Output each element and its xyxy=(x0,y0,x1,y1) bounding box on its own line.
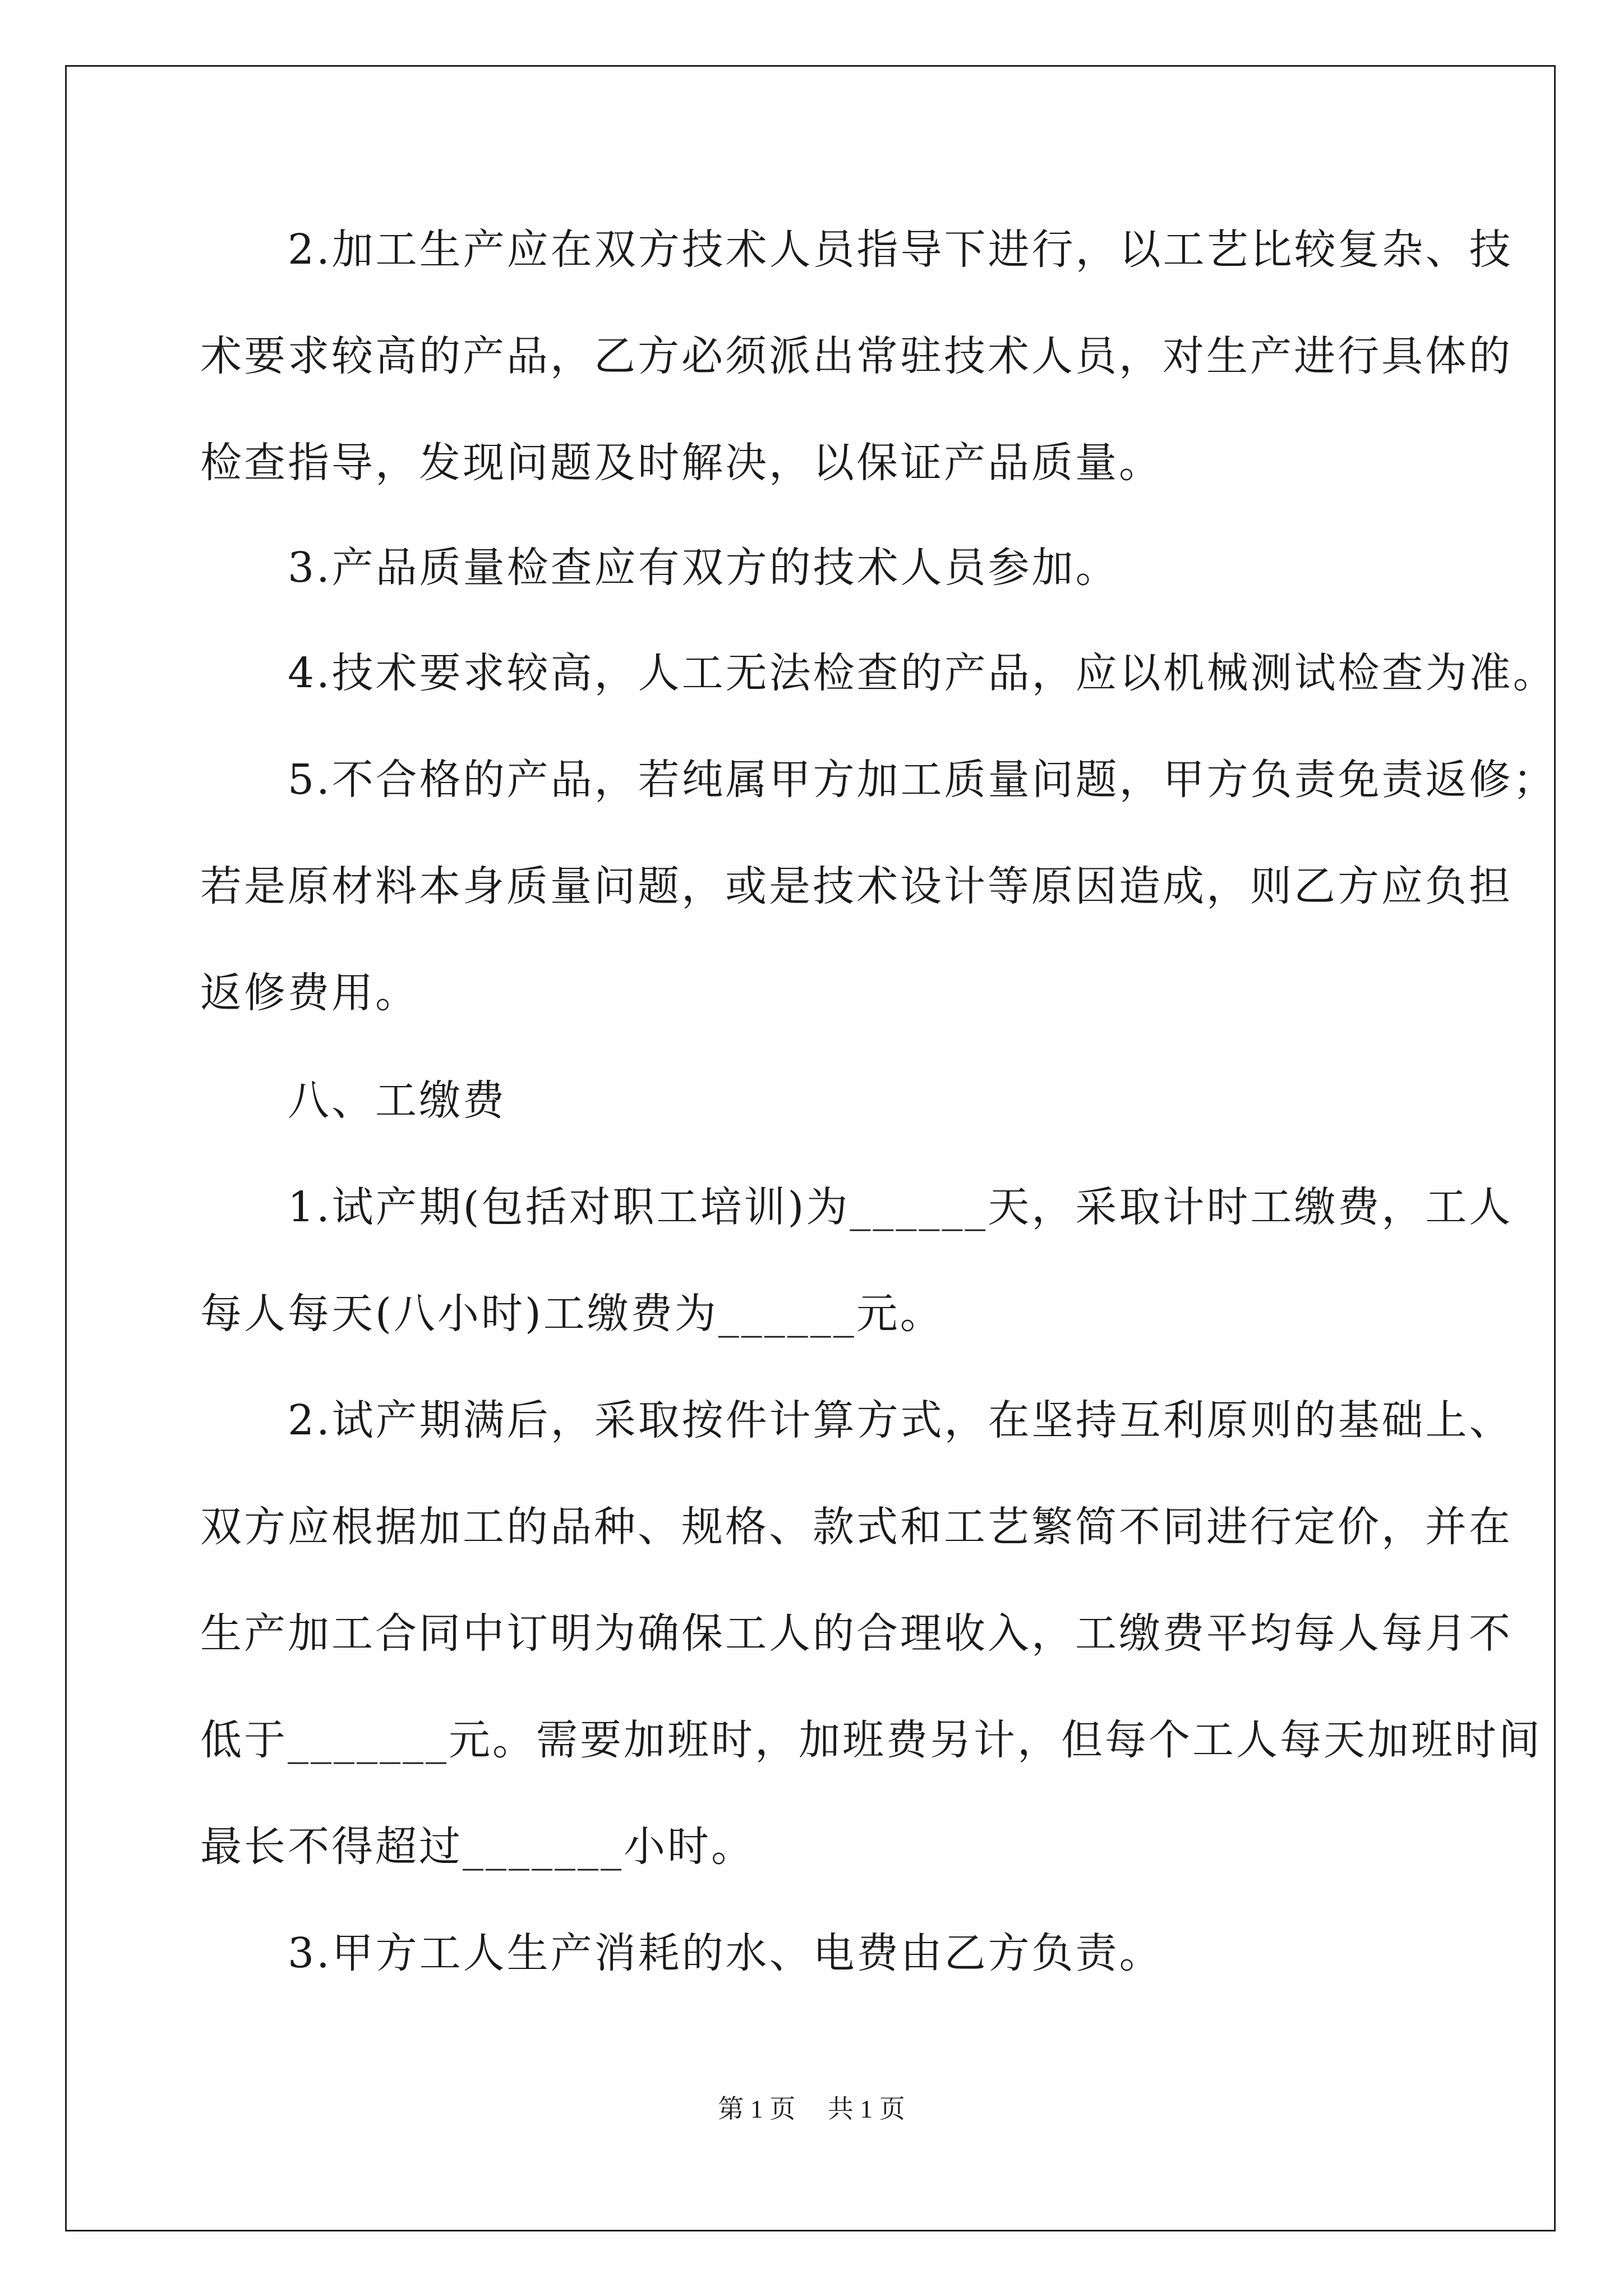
text-line: 2.试产期满后，采取按件计算方式，在坚持互利原则的基础上、 xyxy=(200,1396,1513,1444)
text-line: 双方应根据加工的品种、规格、款式和工艺繁简不同进行定价，并在 xyxy=(200,1503,1513,1551)
text-line: 4.技术要求较高，人工无法检查的产品，应以机械测试检查为准。 xyxy=(200,649,1557,697)
text-line: 若是原材料本身质量问题，或是技术设计等原因造成，则乙方应负担 xyxy=(200,862,1513,910)
text-line: 1.试产期(包括对职工培训)为______天，采取计时工缴费，工人 xyxy=(200,1183,1513,1231)
text-line: 3.产品质量检查应有双方的技术人员参加。 xyxy=(200,544,1119,592)
paragraph-clause-7-2 xyxy=(200,196,1513,516)
text-line: 2.加工生产应在双方技术人员指导下进行，以工艺比较复杂、技 xyxy=(200,226,1513,274)
text-line: 3.甲方工人生产消耗的水、电费由乙方负责。 xyxy=(200,1929,1163,1977)
paragraph-clause-7-5 xyxy=(200,726,1557,1046)
paragraph-clause-8-1 xyxy=(200,1154,1513,1367)
text-line: 术要求较高的产品，乙方必须派出常驻技术人员，对生产进行具体的 xyxy=(200,332,1513,380)
section-heading-8 xyxy=(200,1047,1462,1154)
text-line: 低于_______元。需要加班时，加班费另计，但每个工人每天加班时间 xyxy=(200,1716,1542,1764)
paragraph-clause-8-2 xyxy=(200,1367,1542,1900)
text-line: 返修费用。 xyxy=(200,969,419,1017)
paragraph-clause-7-4 xyxy=(200,620,1557,726)
text-line: 八、工缴费 xyxy=(200,1076,506,1125)
page-number-footer: 第 1 页 共 1 页 xyxy=(718,2095,905,2123)
text-line: 每人每天(八小时)工缴费为______元。 xyxy=(200,1290,944,1338)
paragraph-clause-8-3 xyxy=(200,1900,1462,2007)
text-line: 最长不得超过_______小时。 xyxy=(200,1823,755,1871)
text-line: 检查指导，发现问题及时解决，以保证产品质量。 xyxy=(200,439,1163,487)
text-line: 5.不合格的产品，若纯属甲方加工质量问题，甲方负责免责返修； xyxy=(200,756,1557,804)
text-line: 生产加工合同中订明为确保工人的合理收入，工缴费平均每人每月不 xyxy=(200,1609,1513,1658)
paragraph-clause-7-3 xyxy=(200,514,1462,621)
